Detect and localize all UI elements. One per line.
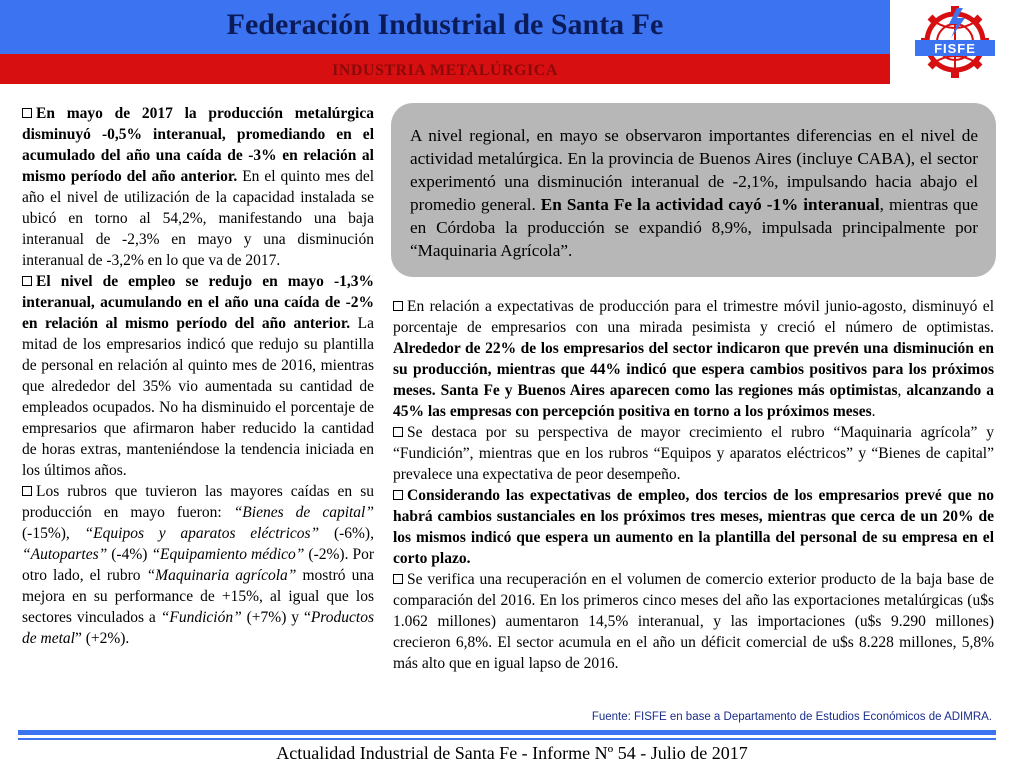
left-p3-text: (-15%), [22, 525, 85, 542]
left-p3-item: Productos de metal [22, 609, 374, 647]
left-p3-item: “Equipamiento médico” [151, 546, 305, 563]
right-p1-text: . [871, 403, 876, 420]
page-title: Federación Industrial de Santa Fe [226, 8, 664, 41]
right-paragraph-3 [393, 485, 994, 569]
footer-text: Actualidad Industrial de Santa Fe - Informe Nº 54 - Julio de 2017 [276, 743, 748, 763]
left-p3-text: (-4%) [107, 546, 152, 563]
bullet-checkbox-icon [22, 486, 32, 496]
left-p3-item: “Equipos y aparatos eléctricos” [84, 525, 320, 542]
left-p1-bold: En mayo de 2017 la producción metalúrgica disminuyó -0,5% interanual, promediando en el acumulado del año una caída de -3% en relación al mismo período del año anterior. [22, 105, 374, 185]
right-p1-bold: Alrededor de 22% de los empresarios del sector indicaron que prevén una disminución en su producción, mientras que 44% indicó que espera cambios positivos para los próximos meses. Santa Fe y Buenos Aires aparecen como las regiones más optimistas [393, 340, 994, 399]
left-p2-bold: El nivel de empleo se redujo en mayo -1,3% interanual, acumulando en el año una caída de -2% en relación al mismo período del año anterior. [22, 273, 374, 332]
left-paragraph-3 [22, 481, 374, 649]
left-p3-text: (+7%) y “ [241, 609, 311, 626]
left-p3-text: (-2%). Por otro lado, el rubro [22, 546, 374, 584]
bullet-checkbox-icon [22, 276, 32, 286]
fisfe-logo [905, 4, 1005, 84]
callout-text-a: A nivel regional, en mayo se observaron importantes diferencias en el nivel de actividad metalúrgica. En la provincia de Buenos Aires (incluye CABA), el sector experimentó una disminución interanual de -2,1%, impulsando hacia abajo el promedio general. [410, 126, 978, 214]
bullet-checkbox-icon [393, 574, 403, 584]
bullet-checkbox-icon [393, 427, 403, 437]
right-paragraph-4 [393, 569, 994, 674]
right-p1-text: En relación a expectativas de producción para el trimestre móvil junio-agosto, disminuyó el porcentaje de empresarios con una mirada pesimista y creció el número de optimistas. [393, 298, 994, 336]
left-p3-item: “Bienes de capital” [233, 504, 374, 521]
left-p3-item: “Maquinaria agrícola” [146, 567, 297, 584]
bullet-checkbox-icon [22, 108, 32, 118]
footer-divider-thin [18, 738, 996, 740]
bullet-checkbox-icon [393, 301, 403, 311]
page-subtitle: INDUSTRIA METALÚRGICA [332, 62, 558, 79]
callout-text-b: , mientras que en Córdoba la producción se expandió 8,9%, impulsada principalmente por “Maquinaria Agrícola”. [410, 195, 978, 260]
left-p3-text: (-6%), [319, 525, 374, 542]
left-p2-text: La mitad de los empresarios indicó que redujo su plantilla de personal en relación al quinto mes de 2016, mientras que alrededor del 35% vio aumentada su cantidad de empleados ocupados. No ha disminuido el porcentaje de empresarios que afirmaron haber reducido la cantidad de horas extras, manteniéndose la tendencia iniciada en los últimos años. [22, 315, 374, 479]
left-p3-text: Los rubros que tuvieron las mayores caídas en su producción en mayo fueron: [22, 483, 374, 521]
left-p3-item: “Fundición” [160, 609, 242, 626]
right-paragraph-1 [393, 296, 994, 422]
logo-text: FISFE [934, 41, 976, 56]
left-column [22, 103, 374, 649]
right-column [393, 296, 994, 674]
left-paragraph-2 [22, 271, 374, 481]
regional-callout-text [410, 124, 978, 262]
right-p1-text: , [897, 382, 907, 399]
left-p3-text: mostró una mejora en su performance de +15%, al igual que los sectores vinculados a [22, 567, 374, 626]
left-p1-text: En el quinto mes del año el nivel de utilización de la capacidad instalada se ubicó en torno al 54,2%, manifestando una baja interanual de -2,3% en mayo y una disminución interanual de -3,2% en lo que va de 2017. [22, 168, 375, 269]
right-paragraph-2 [393, 422, 994, 485]
footer-divider [18, 730, 996, 735]
left-p3-text: ” (+2%). [74, 630, 130, 647]
left-p3-item: “Autopartes” [22, 546, 108, 563]
left-paragraph-1 [22, 103, 374, 271]
right-p4-text: Se verifica una recuperación en el volumen de comercio exterior producto de la baja base de comparación del 2016. En los primeros cinco meses del año las exportaciones metalúrgicas (u$s 1.062 millones) aumentaron 14,5% interanual, y las importaciones (u$s 9.290 millones) crecieron 6,8%. El sector acumula en el año un déficit comercial de u$s 8.228 millones, 5,8% más alto que en igual lapso de 2016. [393, 571, 994, 672]
right-p2-text: Se destaca por su perspectiva de mayor crecimiento el rubro “Maquinaria agrícola” y “Fundición”, mientras que en los rubros “Equipos y aparatos eléctricos” y “Bienes de capital” prevalece una expectativa de peor desempeño. [393, 424, 994, 483]
callout-bold: En Santa Fe la actividad cayó -1% interanual [540, 195, 880, 214]
right-p1-bold: alcanzando a 45% las empresas con percepción positiva en torno a los próximos meses [393, 382, 994, 420]
right-p3-bold: Considerando las expectativas de empleo, dos tercios de los empresarios prevé que no habrá cambios sustanciales en los próximos tres meses, mientras que cerca de un 20% de los mismos indicó que espera un aumento en la plantilla del personal de su empresa en el corto plazo. [393, 487, 994, 567]
bullet-checkbox-icon [393, 490, 403, 500]
source-note: Fuente: FISFE en base a Departamento de Estudios Económicos de ADIMRA. [591, 711, 992, 723]
